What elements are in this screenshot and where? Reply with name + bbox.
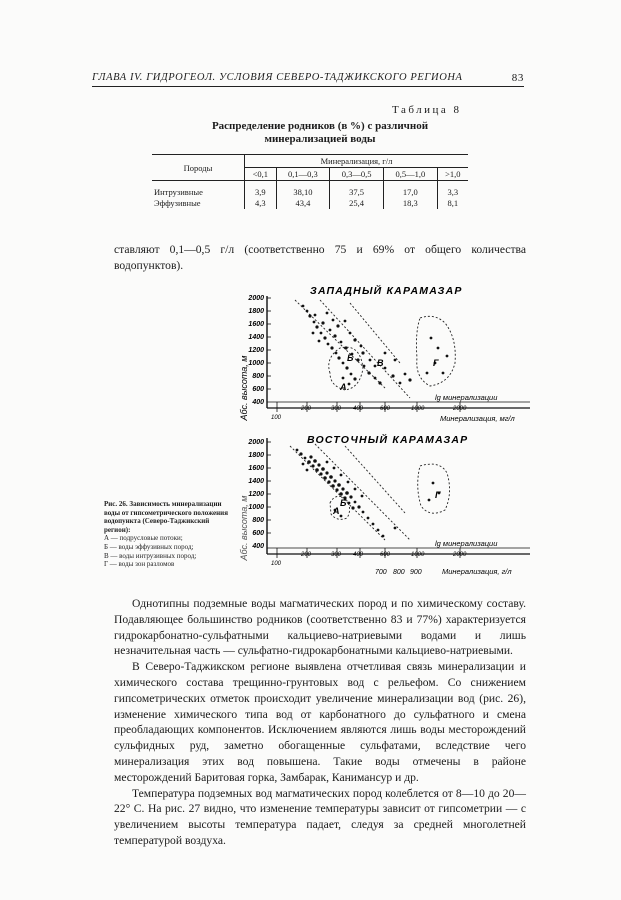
y-tick: 400 xyxy=(252,399,264,406)
x-tick: 1000 xyxy=(411,552,425,558)
zone-label: Г xyxy=(433,358,439,368)
zone-label: Г xyxy=(435,490,441,500)
x-tick: 400 xyxy=(353,406,364,412)
row-name: Интрузивные xyxy=(152,181,245,199)
cell: 18,3 xyxy=(383,198,437,209)
figure-title-west: ЗАПАДНЫЙ КАРАМАЗАР xyxy=(310,285,463,297)
x-tick: 200 xyxy=(301,406,312,412)
figure-legend-b: Б — воды эффузивных пород; xyxy=(104,542,194,551)
log-axis-label-top: lg минерализации xyxy=(435,393,498,402)
y-axis-label-top: Абс. высота, м xyxy=(239,355,249,421)
y-tick: 1200 xyxy=(248,347,264,354)
figure-26 xyxy=(235,278,535,583)
g-tick: 800 xyxy=(393,569,405,576)
zone-label: Б xyxy=(340,498,347,508)
y-tick: 600 xyxy=(252,530,264,537)
x-tick: 300 xyxy=(331,552,342,558)
y-tick: 400 xyxy=(252,543,264,550)
g-tick: 900 xyxy=(410,569,422,576)
cell: 3,9 xyxy=(245,181,277,199)
col-header: 0,3—0,5 xyxy=(330,168,384,181)
figure-caption xyxy=(104,500,237,569)
cell: 38,10 xyxy=(276,181,330,199)
y-tick: 1000 xyxy=(248,504,264,511)
table-label: Таблица 8 xyxy=(392,104,462,116)
x-tick: 1000 xyxy=(411,406,425,412)
col-header: 0,1—0,3 xyxy=(276,168,330,181)
col-header: 0,5—1,0 xyxy=(383,168,437,181)
y-tick: 1400 xyxy=(248,478,264,485)
cell: 3,3 xyxy=(437,181,468,199)
y-tick: 1400 xyxy=(248,334,264,341)
mg-axis-label: Минерализация, мг/л xyxy=(440,414,515,423)
mineralization-table xyxy=(152,154,468,209)
y-tick: 600 xyxy=(252,386,264,393)
table-caption-line2: минерализацией воды xyxy=(264,133,376,145)
zone-label: А xyxy=(333,506,340,516)
figure-legend-c: В — воды интрузивных пород; xyxy=(104,551,197,560)
paragraph: Температура подземных вод магматических пород колеблется от 8—10 до 20—22° С. На рис. 27 видно, что изменение температуры зависит от гипсометрии — с увеличением высоты температура падает, следуя за средней многолетней температурой воздуха. xyxy=(114,786,526,847)
g-axis-label: Минерализация, г/л xyxy=(442,567,512,576)
y-tick: 1600 xyxy=(248,321,264,328)
table-caption-line1: Распределение родников (в %) с различной xyxy=(211,120,429,132)
x-tick: 100 xyxy=(271,415,282,421)
y-tick: 1800 xyxy=(248,308,264,315)
body-text xyxy=(114,596,526,849)
cell: 8,1 xyxy=(437,198,468,209)
y-tick: 1000 xyxy=(248,360,264,367)
x-tick: 2000 xyxy=(453,406,467,412)
figure-title-east: ВОСТОЧНЫЙ КАРАМАЗАР xyxy=(307,434,469,446)
y-tick: 1800 xyxy=(248,452,264,459)
row-name: Эффузивные xyxy=(152,198,245,209)
paragraph-continued-text: ставляют 0,1—0,5 г/л (соответственно 75 и 69% от общего количества водопунктов). xyxy=(114,243,526,272)
x-tick: 100 xyxy=(271,561,282,567)
cell: 25,4 xyxy=(330,198,384,209)
y-tick: 800 xyxy=(252,517,264,524)
x-tick: 300 xyxy=(331,406,342,412)
paragraph: Однотипны подземные воды магматических пород и по химическому составу. Подавляющее большинство родников (соответственно 83 и 77%) характеризуется гидрокарбонатно-сульфатными кальциево-натриевыми водами и лишь незначительная часть — сульфатно-гидрокарбонатными кальциево-натриевыми. xyxy=(114,597,526,658)
y-tick: 1600 xyxy=(248,465,264,472)
x-tick: 2000 xyxy=(453,552,467,558)
figure-caption-title: Рис. 26. Зависимость минерализации воды от гипсометрического положения водопункта (Северо-Таджикский регион): xyxy=(104,500,229,534)
cell: 43,4 xyxy=(276,198,330,209)
y-tick: 1200 xyxy=(248,491,264,498)
table-row xyxy=(152,181,468,199)
table-caption xyxy=(150,120,490,146)
figure-legend-a: А — подрусловые потоки; xyxy=(104,534,183,543)
col-header-group: Минерализация, г/л xyxy=(245,155,469,168)
cell: 17,0 xyxy=(383,181,437,199)
col-header: <0,1 xyxy=(245,168,277,181)
col-header-rock: Породы xyxy=(152,155,245,181)
y-tick: 800 xyxy=(252,373,264,380)
col-header: >1,0 xyxy=(437,168,468,181)
running-header-title: ГЛАВА IV. ГИДРОГЕОЛ. УСЛОВИЯ СЕВЕРО-ТАДЖИКСКОГО РЕГИОНА xyxy=(92,72,463,83)
page-number: 83 xyxy=(511,72,524,84)
zone-label: В xyxy=(377,358,384,368)
figure-legend-d: Г — воды зон разломов xyxy=(104,560,175,569)
y-tick: 2000 xyxy=(248,295,264,302)
x-tick: 600 xyxy=(380,406,391,412)
log-axis-label-bottom: lg минерализации xyxy=(435,539,498,548)
x-tick: 400 xyxy=(353,552,364,558)
zone-label: А xyxy=(340,382,347,392)
cell: 4,3 xyxy=(245,198,277,209)
x-tick: 600 xyxy=(380,552,391,558)
running-header xyxy=(92,72,524,87)
zone-label: Б xyxy=(347,353,354,363)
paragraph: В Северо-Таджикском регионе выявлена отчетливая связь минерализации и химического состава трещинно-грунтовых вод с рельефом. Со снижением гипсометрических отметок происходит увеличение минерализации вод (рис. 26), изменение химического типа вод от карбонатного до сульфатного и смена преобладающих компонентов. Исключением являются лишь воды месторождений сульфидных руд, заметно обогащенные сульфатами, вследствие чего минерализация этих вод повышена. Такие воды отмечены в районе месторождений Баритовая горка, Замбарак, Канимансур и др. xyxy=(114,660,526,784)
y-tick: 2000 xyxy=(248,439,264,446)
table-row xyxy=(152,198,468,209)
x-tick: 200 xyxy=(301,552,312,558)
cell: 37,5 xyxy=(330,181,384,199)
g-tick: 700 xyxy=(375,569,387,576)
y-axis-label-bottom: Абс. высота, м xyxy=(239,495,249,561)
paragraph-continued xyxy=(114,242,526,274)
